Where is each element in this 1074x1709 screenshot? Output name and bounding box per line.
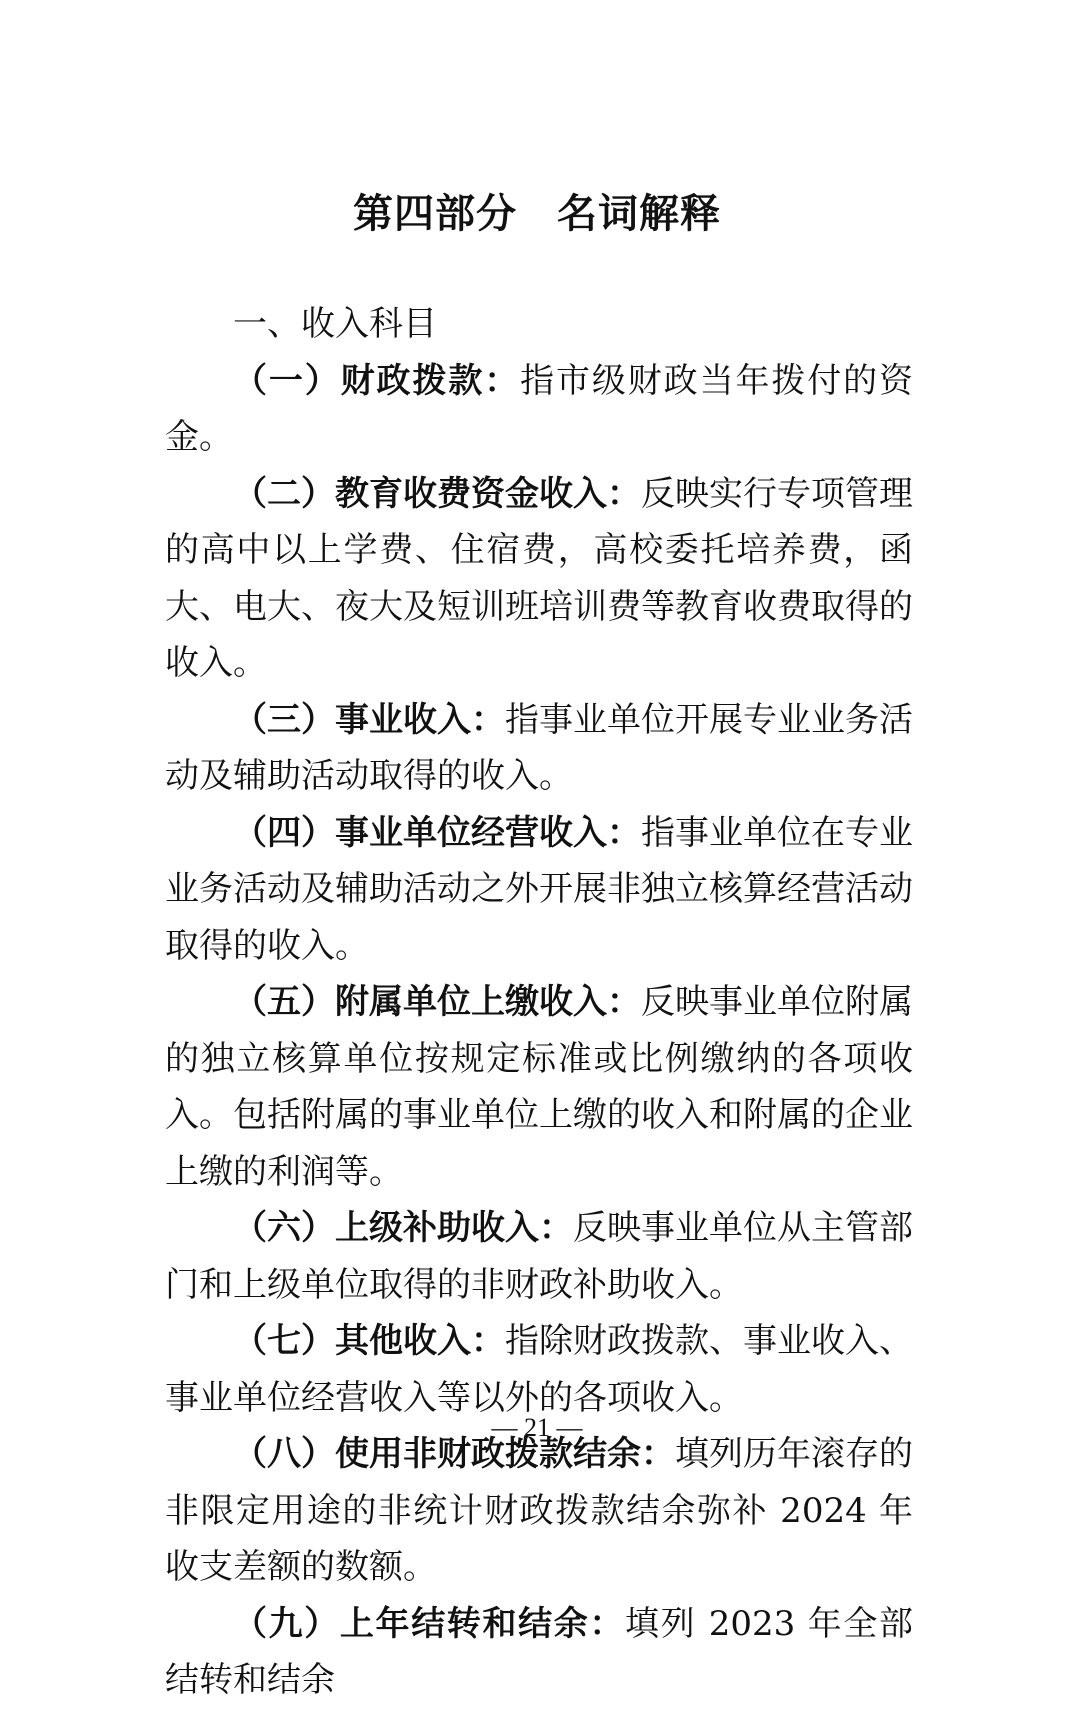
definition-item	[165, 1200, 913, 1313]
definition-term: （八）使用非财政拨款结余：	[233, 1434, 675, 1474]
definition-term: （九）上年结转和结余：	[233, 1603, 626, 1644]
page-number: — 21 —	[491, 1413, 583, 1442]
definition-text: 指事业单位开展专业业务活动及辅助活动取得的收入。	[165, 699, 913, 796]
definition-text: 反映实行专项管理的高中以上学费、住宿费，高校委托培养费，函大、电大、夜大及短训班培训费等教育收费取得的收入。	[165, 473, 913, 683]
definition-item	[165, 1596, 913, 1709]
title-part: 第四部分	[353, 190, 517, 237]
definition-text: 指除财政拨款、事业收入、事业单位经营收入等以外的各项收入。	[165, 1321, 913, 1418]
definition-text: 填列 2023 年全部结转和结余	[165, 1603, 914, 1700]
definition-text: 反映事业单位从主管部门和上级单位取得的非财政补助收入。	[165, 1208, 913, 1305]
definition-term: （七）其他收入：	[233, 1321, 505, 1361]
definition-term: （四）事业单位经营收入：	[233, 812, 641, 853]
section-heading: 一、收入科目	[233, 304, 437, 344]
definition-text: 指事业单位在专业业务活动及辅助活动之外开展非独立核算经营活动取得的收入。	[165, 812, 913, 966]
definition-item	[165, 692, 913, 805]
document-body	[165, 296, 913, 1709]
definition-item	[165, 353, 913, 466]
definition-term: （一）财政拨款：	[233, 360, 521, 401]
title-name: 名词解释	[557, 190, 721, 237]
definition-item	[165, 805, 913, 975]
definition-text: 填列历年滚存的非限定用途的非统计财政拨款结余弥补 2024 年收支差额的数额。	[165, 1434, 913, 1587]
definition-term: （五）附属单位上缴收入：	[233, 982, 641, 1022]
definition-term: （六）上级补助收入：	[233, 1208, 573, 1248]
definition-term: （三）事业收入：	[233, 699, 505, 740]
definition-item	[165, 466, 913, 692]
definition-text: 反映事业单位附属的独立核算单位按规定标准或比例缴纳的各项收入。包括附属的事业单位上缴的收入和附属的企业上缴的利润等。	[165, 982, 913, 1192]
definition-item	[165, 1426, 913, 1596]
definition-item	[165, 974, 913, 1200]
page-title	[0, 188, 1074, 240]
definition-term: （二）教育收费资金收入：	[233, 473, 641, 514]
definition-text: 指市级财政当年拨付的资金。	[165, 360, 914, 457]
